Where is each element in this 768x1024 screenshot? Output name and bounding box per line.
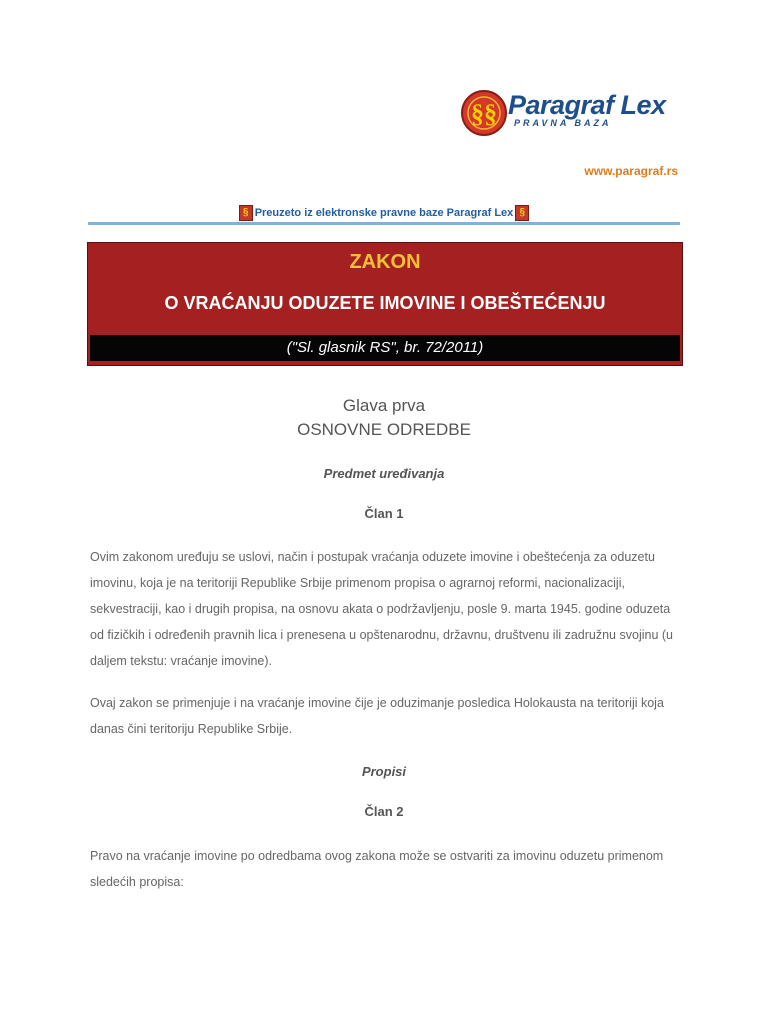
site-url-link[interactable]: www.paragraf.rs [584, 164, 678, 178]
paragraph-icon: § [515, 205, 529, 221]
paragraf-seal-icon [460, 89, 508, 137]
svg-text:§§: §§ [471, 99, 497, 128]
law-name: O VRAĆANJU ODUZETE IMOVINE I OBEŠTEĆENJU [164, 293, 606, 313]
article-paragraph: Ovim zakonom uređuju se uslovi, način i postupak vraćanja oduzete imovine i obeštećenja za oduzetu imovinu, koja je na teritoriji Republike Srbije primenom propisa o agrarnoj reformi, nacionalizaciji, sekvestraciji, kao i drugih propisa, na osnovu akata o podržavljenju, posle 9. marta 1945. godine oduzeta od fizičkih i određenih pravnih lica i prenesena u opštenarodnu, državnu, društvenu ili zadružnu svojinu (u daljem tekstu: vraćanje imovine). [90, 550, 673, 668]
source-note [0, 205, 768, 221]
law-kind: ZAKON [349, 251, 421, 273]
section-heading: Predmet uređivanja [323, 466, 445, 481]
header-divider [88, 222, 680, 225]
chapter-number: Glava prva [342, 396, 426, 415]
logo-wordmark: Paragraf Lex [508, 90, 666, 120]
chapter-name: OSNOVNE ODREDBE [297, 420, 471, 439]
law-title-box [87, 242, 683, 366]
article-heading: Član 1 [364, 506, 404, 521]
gazette-reference: ("Sl. glasnik RS", br. 72/2011) [90, 335, 680, 361]
source-note-text: Preuzeto iz elektronske pravne baze Paragraf Lex [254, 206, 514, 219]
paragraph-icon: § [239, 205, 253, 221]
paragraf-lex-logo [460, 88, 682, 138]
article-paragraph: Pravo na vraćanje imovine po odredbama ovog zakona može se ostvariti za imovinu oduzetu primenom sledećih propisa: [90, 849, 664, 889]
article-paragraph: Ovaj zakon se primenjuje i na vraćanje imovine čije je oduzimanje posledica Holokausta na teritoriji koja danas čini teritoriju Republike Srbije. [90, 696, 664, 736]
logo-subtext: PRAVNA BAZA [514, 118, 612, 128]
article-heading: Član 2 [364, 804, 404, 819]
section-heading: Propisi [361, 764, 407, 779]
